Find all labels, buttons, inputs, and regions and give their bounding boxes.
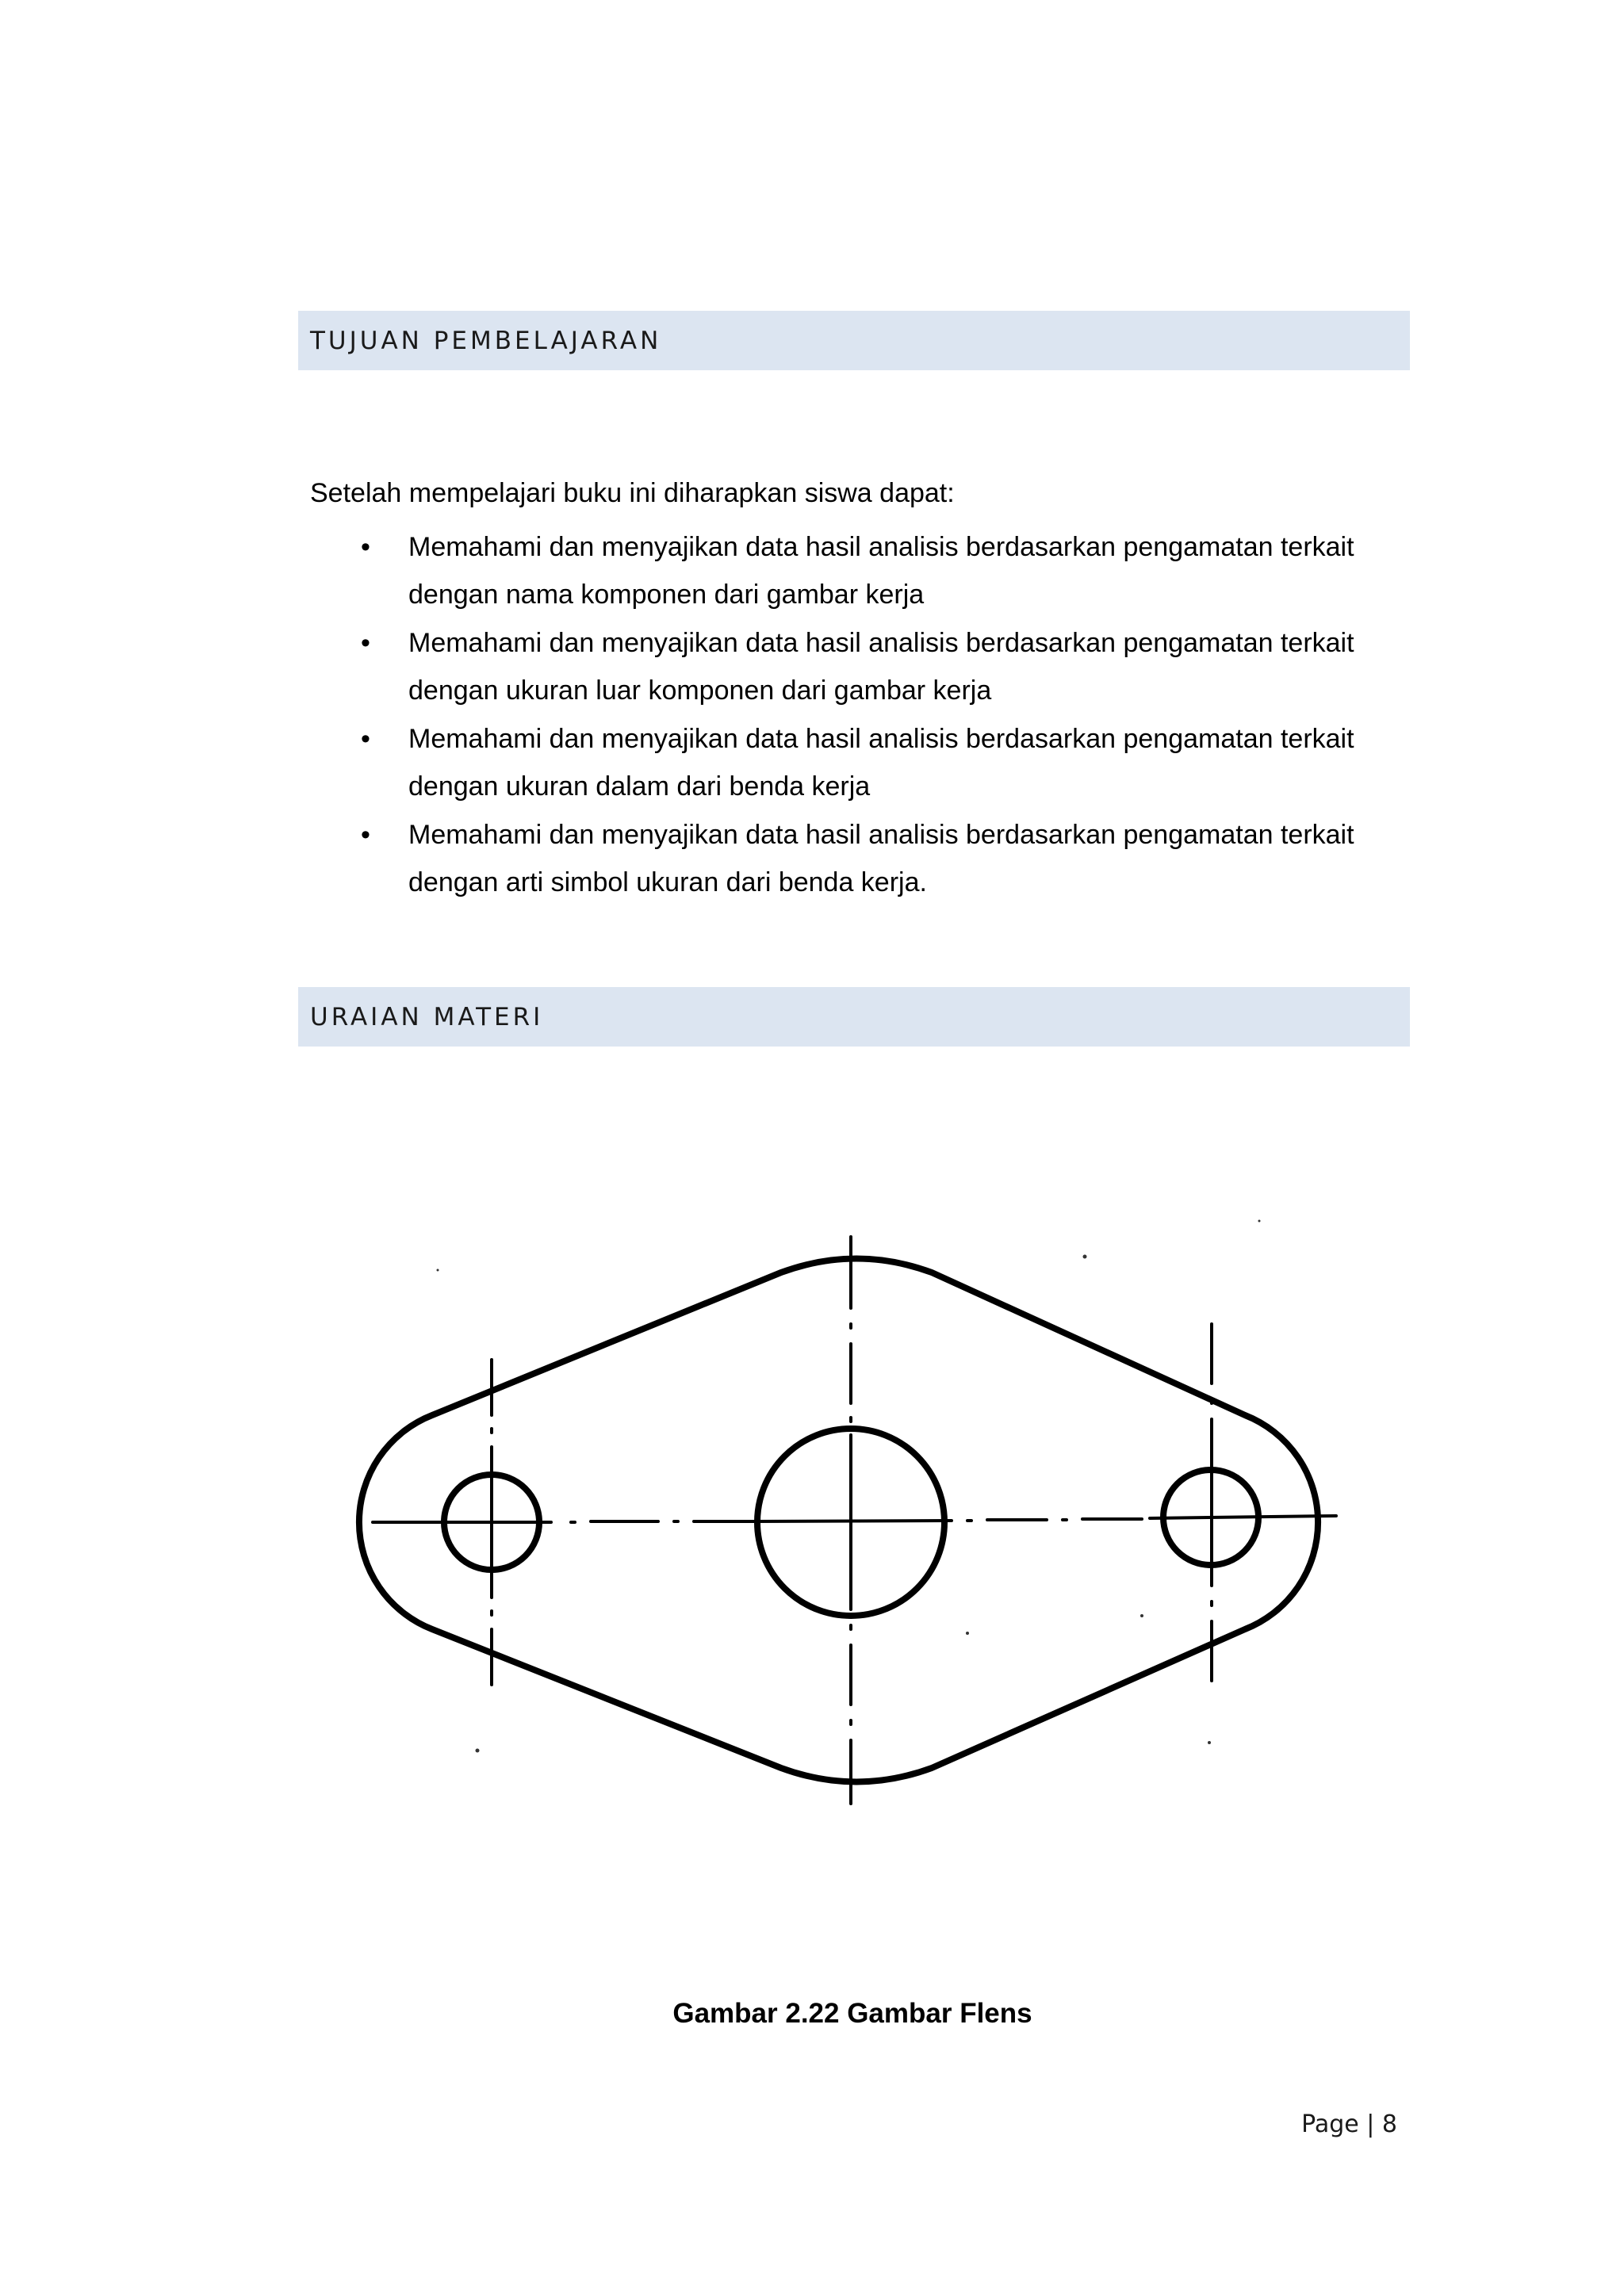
flange-drawing xyxy=(349,1205,1364,1823)
objective-line: dengan nama komponen dari gambar kerja xyxy=(408,580,925,610)
section-header-uraian xyxy=(298,987,1410,1047)
section-header-tujuan xyxy=(298,311,1410,370)
objective-line: dengan ukuran luar komponen dari gambar kerja xyxy=(408,675,992,706)
objective-line: dengan ukuran dalam dari benda kerja xyxy=(408,771,871,802)
horizontal-center-line xyxy=(373,1516,1336,1522)
objective-line: Memahami dan menyajikan data hasil analisis berdasarkan pengamatan terkait xyxy=(408,532,1354,562)
bullet-icon: • xyxy=(361,724,370,754)
page-number: Page | 8 xyxy=(1301,2110,1397,2138)
objective-line: Memahami dan menyajikan data hasil analisis berdasarkan pengamatan terkait xyxy=(408,628,1354,658)
scan-specks xyxy=(437,1220,1261,1753)
objective-item xyxy=(310,715,1420,810)
objective-item xyxy=(310,619,1420,714)
section-title-tujuan: TUJUAN PEMBELAJARAN xyxy=(310,326,662,355)
bullet-icon: • xyxy=(361,628,370,658)
objective-item xyxy=(310,811,1420,906)
intro-text: Setelah mempelajari buku ini diharapkan siswa dapat: xyxy=(310,478,955,508)
objectives-list xyxy=(310,523,1420,907)
objective-line: Memahami dan menyajikan data hasil analisis berdasarkan pengamatan terkait xyxy=(408,724,1354,754)
objective-item xyxy=(310,523,1420,618)
section-title-uraian: URAIAN MATERI xyxy=(310,1002,544,1031)
objective-line: Memahami dan menyajikan data hasil analisis berdasarkan pengamatan terkait xyxy=(408,820,1354,850)
bullet-icon: • xyxy=(361,820,370,850)
figure-caption: Gambar 2.22 Gambar Flens xyxy=(672,1998,1032,2029)
bullet-icon: • xyxy=(361,532,370,562)
objective-line: dengan arti simbol ukuran dari benda kerja. xyxy=(408,867,927,897)
